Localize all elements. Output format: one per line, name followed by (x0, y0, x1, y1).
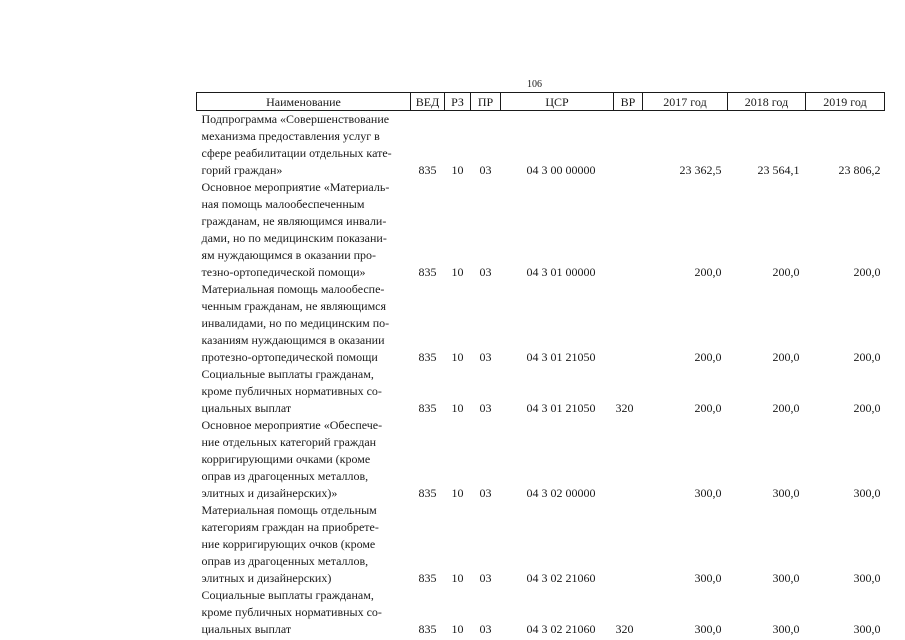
row-name-line: сфере реабилитации отдельных кате- (201, 146, 392, 160)
row-rz: 10 (451, 622, 464, 636)
row-pr: 03 (479, 622, 492, 636)
row-name-line: Материальная помощь отдельным (201, 503, 377, 517)
row-name-line: ченным гражданам, не являющимся (201, 299, 387, 313)
row-2018: 200,0 (772, 401, 800, 415)
row-csr: 04 3 02 21060 (526, 622, 596, 636)
row-2019: 200,0 (853, 350, 881, 364)
row-name-line: ние отдельных категорий граждан (201, 435, 377, 449)
row-name (197, 417, 411, 502)
row-name-line: категориям граждан на приобрете- (201, 520, 379, 534)
row-2017: 200,0 (694, 265, 722, 279)
row-name-line: Социальные выплаты гражданам, (201, 588, 374, 602)
header-pr: ПР (471, 93, 501, 111)
header-csr: ЦСР (501, 93, 614, 111)
row-name-line: Основное мероприятие «Обеспече- (201, 418, 383, 432)
row-name-line: Подпрограмма «Совершенствование (201, 112, 390, 126)
row-name-line: ние корригирующих очков (кроме (201, 537, 376, 551)
row-vr (614, 417, 643, 502)
row-name-line: Социальные выплаты гражданам, (201, 367, 374, 381)
row-ved: 835 (418, 401, 437, 415)
row-name (197, 366, 411, 417)
row-2019: 300,0 (853, 622, 881, 636)
row-2018: 200,0 (772, 265, 800, 279)
row-2019: 300,0 (853, 571, 881, 585)
row-pr: 03 (479, 571, 492, 585)
table-row (197, 366, 885, 417)
table-header-row (197, 93, 885, 111)
row-vr (614, 111, 643, 180)
table-body (197, 111, 885, 639)
row-name-line: инвалидами, но по медицинским по- (201, 316, 390, 330)
row-name-line: горий граждан» (201, 163, 283, 177)
row-name-line: дами, но по медицинским показани- (201, 231, 387, 245)
row-2017: 200,0 (694, 350, 722, 364)
row-csr: 04 3 01 21050 (526, 401, 596, 415)
row-name-line: Материальная помощь малообеспе- (201, 282, 385, 296)
row-2019: 200,0 (853, 265, 881, 279)
row-2017: 300,0 (694, 486, 722, 500)
row-name (197, 587, 411, 638)
row-ved: 835 (418, 265, 437, 279)
row-csr: 04 3 01 00000 (526, 265, 596, 279)
row-2019: 23 806,2 (838, 163, 881, 177)
row-pr: 03 (479, 163, 492, 177)
row-name (197, 502, 411, 587)
row-pr: 03 (479, 350, 492, 364)
header-ved: ВЕД (411, 93, 445, 111)
row-2017: 23 362,5 (679, 163, 722, 177)
row-name (197, 281, 411, 366)
row-2017: 200,0 (694, 401, 722, 415)
row-name-line: циальных выплат (201, 622, 292, 636)
row-name-line: кроме публичных нормативных со- (201, 384, 382, 398)
row-2019: 300,0 (853, 486, 881, 500)
table-row (197, 587, 885, 638)
row-name (197, 111, 411, 180)
row-csr: 04 3 02 00000 (526, 486, 596, 500)
row-2018: 300,0 (772, 486, 800, 500)
row-rz: 10 (451, 486, 464, 500)
row-2017: 300,0 (694, 622, 722, 636)
header-rz: РЗ (445, 93, 471, 111)
row-csr: 04 3 01 21050 (526, 350, 596, 364)
row-pr: 03 (479, 401, 492, 415)
row-ved: 835 (418, 163, 437, 177)
row-name-line: оправ из драгоценных металлов, (201, 469, 369, 483)
row-ved: 835 (418, 350, 437, 364)
row-2018: 200,0 (772, 350, 800, 364)
row-rz: 10 (451, 401, 464, 415)
row-name-line: ная помощь малообеспеченным (201, 197, 365, 211)
row-name-line: элитных и дизайнерских) (201, 571, 332, 585)
row-csr: 04 3 02 21060 (526, 571, 596, 585)
row-name-line: циальных выплат (201, 401, 292, 415)
page-number: 106 (527, 79, 542, 90)
header-name: Наименование (197, 93, 411, 111)
row-name-line: механизма предоставления услуг в (201, 129, 380, 143)
table-row (197, 281, 885, 366)
row-vr (614, 281, 643, 366)
row-vr (614, 179, 643, 281)
row-vr: 320 (615, 401, 634, 415)
header-2018: 2018 год (728, 93, 806, 111)
row-name-line: оправ из драгоценных металлов, (201, 554, 369, 568)
table-row (197, 179, 885, 281)
row-ved: 835 (418, 486, 437, 500)
row-rz: 10 (451, 163, 464, 177)
header-2019: 2019 год (806, 93, 885, 111)
row-name-line: ям нуждающимся в оказании про- (201, 248, 377, 262)
row-name-line: гражданам, не являющимся инвали- (201, 214, 387, 228)
row-rz: 10 (451, 265, 464, 279)
row-2018: 300,0 (772, 571, 800, 585)
row-name-line: Основное мероприятие «Материаль- (201, 180, 390, 194)
row-name (197, 179, 411, 281)
row-vr (614, 502, 643, 587)
row-rz: 10 (451, 571, 464, 585)
table-row (197, 502, 885, 587)
row-ved: 835 (418, 622, 437, 636)
row-pr: 03 (479, 486, 492, 500)
row-csr: 04 3 00 00000 (526, 163, 596, 177)
row-name-line: корригирующими очками (кроме (201, 452, 371, 466)
header-2017: 2017 год (643, 93, 728, 111)
row-2018: 300,0 (772, 622, 800, 636)
table-row (197, 111, 885, 180)
table-row (197, 417, 885, 502)
row-name-line: тезно-ортопедической помощи» (201, 265, 366, 279)
budget-table (196, 92, 885, 638)
row-name-line: кроме публичных нормативных со- (201, 605, 382, 619)
row-name-line: протезно-ортопедической помощи (201, 350, 378, 364)
header-vr: ВР (614, 93, 643, 111)
row-ved: 835 (418, 571, 437, 585)
row-name-line: казаниям нуждающимся в оказании (201, 333, 385, 347)
row-vr: 320 (615, 622, 634, 636)
row-2017: 300,0 (694, 571, 722, 585)
row-2018: 23 564,1 (757, 163, 800, 177)
row-rz: 10 (451, 350, 464, 364)
row-pr: 03 (479, 265, 492, 279)
row-2019: 200,0 (853, 401, 881, 415)
row-name-line: элитных и дизайнерских)» (201, 486, 338, 500)
